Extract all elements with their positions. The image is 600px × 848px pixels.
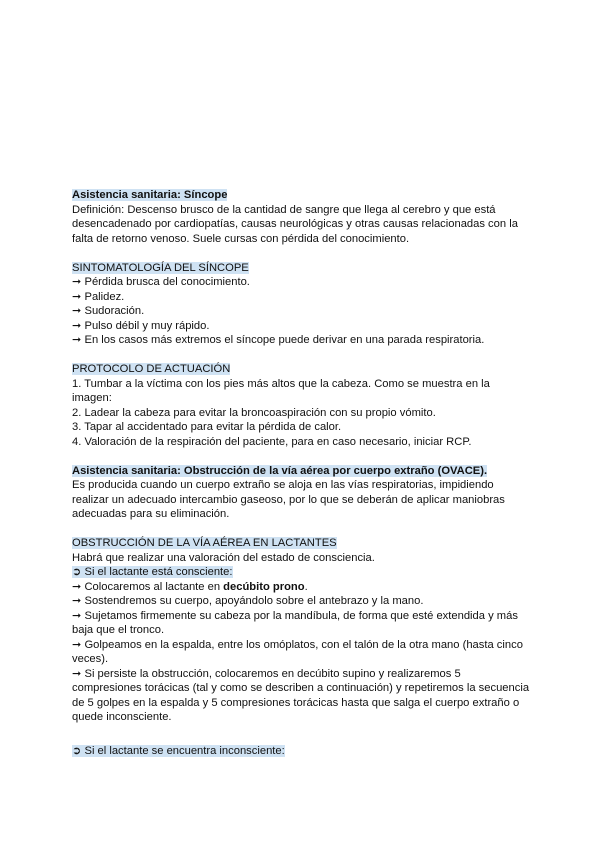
unconscious-heading: ➲ Si el lactante se encuentra inconsciente:	[72, 745, 285, 757]
paragraph-line: Es producida cuando un cuerpo extraño se aloja en las vías respiratorias, impidiendo	[72, 479, 494, 491]
conscious-heading: ➲ Si el lactante está consciente:	[72, 566, 233, 578]
section-title: Asistencia sanitaria: Obstrucción de la vía aérea por cuerpo extraño (OVACE).	[72, 464, 488, 477]
list-item: 4. Valoración de la respiración del paciente, para en caso necesario, iniciar RCP.	[72, 435, 472, 448]
section-title: PROTOCOLO DE ACTUACIÓN	[72, 363, 231, 375]
paragraph-line: Habrá que realizar una valoración del estado de consciencia.	[72, 551, 375, 564]
section-lactantes	[72, 536, 532, 759]
paragraph-line: desencadenado por cardiopatías, causas neurológicas y otras causas relacionadas con la	[72, 218, 518, 230]
section-protocolo	[72, 362, 532, 449]
section-title: SINTOMATOLOGÍA DEL SÍNCOPE	[72, 261, 249, 274]
list-item: ➞ Si persiste la obstrucción, colocaremos en decúbito supino y realizaremos 5	[72, 667, 461, 680]
list-item: 1. Tumbar a la víctima con los pies más altos que la cabeza. Como se muestra en la	[72, 377, 490, 390]
list-item: ➞ Sostendremos su cuerpo, apoyándolo sobre el antebrazo y la mano.	[72, 595, 424, 607]
prone-prefix: ➞ Colocaremos al lactante en	[72, 580, 224, 593]
list-item	[72, 580, 532, 595]
list-item: baja que el tronco.	[72, 624, 165, 636]
list-item: ➞ Pérdida brusca del conocimiento.	[72, 276, 250, 288]
section-title: OBSTRUCCIÓN DE LA VÍA AÉREA EN LACTANTES	[72, 537, 337, 549]
list-item: ➞ Pulso débil y muy rápido.	[72, 319, 210, 332]
section-sintomatologia	[72, 261, 532, 348]
list-item: 2. Ladear la cabeza para evitar la broncoaspiración con su propio vómito.	[72, 406, 436, 419]
list-item: ➞ Golpeamos en la espalda, entre los omóplatos, con el talón de la otra mano (hasta cinco	[72, 638, 523, 651]
list-item: ➞ Sudoración.	[72, 305, 145, 317]
list-item: ➞ En los casos más extremos el síncope puede derivar en una parada respiratoria.	[72, 334, 485, 346]
paragraph-line: Definición: Descenso brusco de la cantidad de sangre que llega al cerebro y que está	[72, 203, 496, 216]
list-item: ➞ Palidez.	[72, 290, 125, 303]
list-item: veces).	[72, 653, 109, 665]
paragraph-line: realizar un adecuado intercambio gaseoso, por lo que se deberán de aplicar maniobras	[72, 493, 505, 506]
document-page	[72, 188, 532, 759]
prone-bold: decúbito prono	[223, 580, 305, 593]
prone-suffix: .	[304, 580, 308, 593]
list-item: ➞ Sujetamos firmemente su cabeza por la mandíbula, de forma que esté extendida y más	[72, 609, 518, 622]
section-sincope	[72, 188, 532, 246]
list-item: imagen:	[72, 392, 112, 404]
list-item: compresiones torácicas (tal y como se describen a continuación) y repetiremos la secuencia	[72, 682, 530, 694]
list-item: quede inconsciente.	[72, 711, 172, 723]
list-item: de 5 golpes en la espalda y 5 compresiones torácicas hasta que salga el cuerpo extraño o	[72, 696, 520, 709]
section-title: Asistencia sanitaria: Síncope	[72, 189, 228, 201]
paragraph-line: adecuadas para su eliminación.	[72, 508, 230, 520]
section-ovace	[72, 464, 532, 522]
paragraph-line: falta de retorno venoso. Suele cursas con pérdida del conocimiento.	[72, 232, 410, 245]
list-item: 3. Tapar al accidentado para evitar la pérdida de calor.	[72, 421, 342, 433]
